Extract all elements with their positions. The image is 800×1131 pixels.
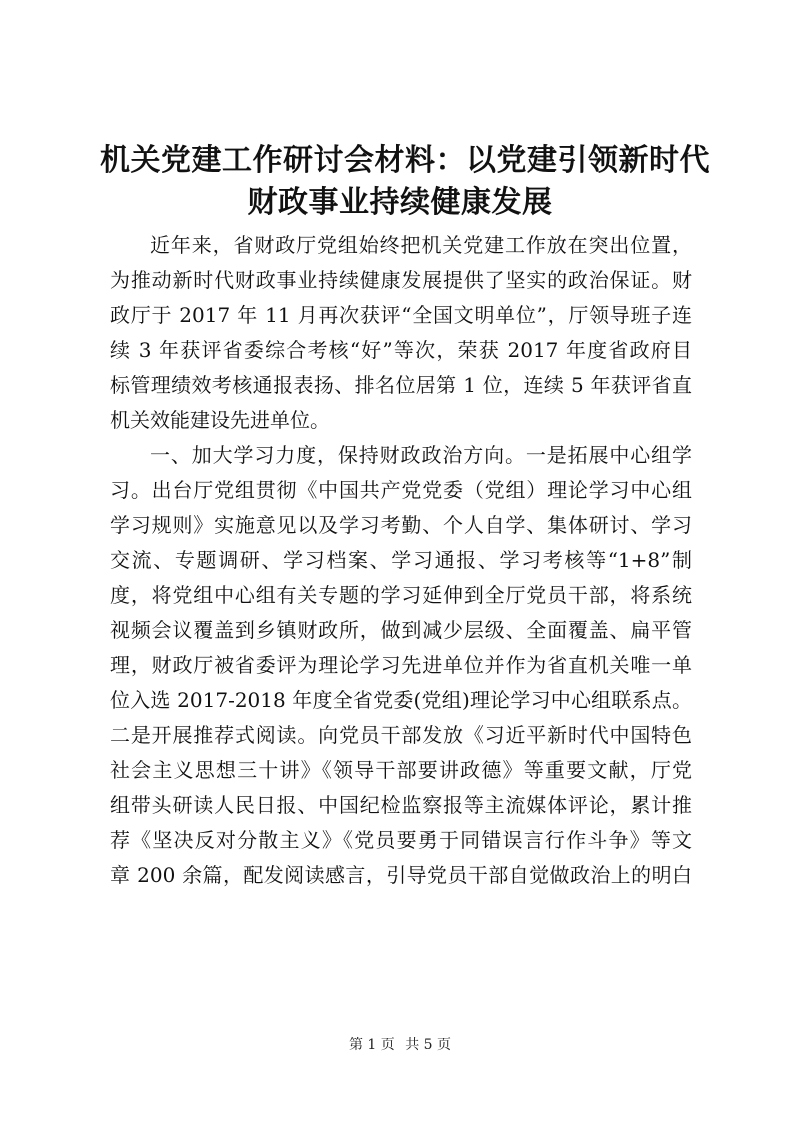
page-footer xyxy=(0,1035,800,1055)
text-line: 为推动新时代财政事业持续健康发展提供了坚实的政治保证。财 xyxy=(110,268,692,292)
title-line-1: 机关党建工作研讨会材料：以党建引领新时代 xyxy=(100,143,710,178)
document-body xyxy=(110,228,692,893)
text-line: 机关效能建设先进单位。 xyxy=(110,408,330,432)
paragraph-section-one xyxy=(110,438,692,893)
text-line: 度，将党组中心组有关专题的学习延伸到全厅党员干部，将系统 xyxy=(110,583,692,607)
text-line: 续 3 年获评省委综合考核“好”等次，荣获 2017 年度省政府目 xyxy=(110,338,692,362)
text-line: 二是开展推荐式阅读。向党员干部发放《习近平新时代中国特色 xyxy=(110,723,692,747)
text-line: 政厅于 2017 年 11 月再次获评“全国文明单位”，厅领导班子连 xyxy=(110,303,692,327)
text-line: 近年来，省财政厅党组始终把机关党建工作放在突出位置， xyxy=(150,233,692,257)
text-line: 章 200 余篇，配发阅读感言，引导党员干部自觉做政治上的明白 xyxy=(110,863,692,887)
title-line-2: 财政事业持续健康发展 xyxy=(247,185,553,220)
text-line: 学习规则》实施意见以及学习考勤、个人自学、集体研讨、学习 xyxy=(110,513,692,537)
text-line: 荐《坚决反对分散主义》《党员要勇于同错误言行作斗争》等文 xyxy=(110,828,692,852)
text-line: 社会主义思想三十讲》《领导干部要讲政德》等重要文献，厅党 xyxy=(110,758,692,782)
text-line: 理，财政厅被省委评为理论学习先进单位并作为省直机关唯一单 xyxy=(110,653,692,677)
text-line: 位入选 2017-2018 年度全省党委(党组)理论学习中心组联系点。 xyxy=(110,688,692,712)
text-line: 组带头研读人民日报、中国纪检监察报等主流媒体评论，累计推 xyxy=(110,793,692,817)
text-line: 交流、专题调研、学习档案、学习通报、学习考核等“1+8”制 xyxy=(110,548,692,572)
document-title xyxy=(100,140,710,224)
page-number: 第 1 页 xyxy=(348,1037,395,1053)
page-total: 共 5 页 xyxy=(405,1037,452,1053)
text-line: 一、加大学习力度，保持财政政治方向。一是拓展中心组学 xyxy=(150,443,692,467)
paragraph-intro xyxy=(110,228,692,438)
text-line: 标管理绩效考核通报表扬、排名位居第 1 位，连续 5 年获评省直 xyxy=(110,373,692,397)
text-line: 习。出台厅党组贯彻《中国共产党党委（党组）理论学习中心组 xyxy=(110,478,692,502)
text-line: 视频会议覆盖到乡镇财政所，做到减少层级、全面覆盖、扁平管 xyxy=(110,618,692,642)
